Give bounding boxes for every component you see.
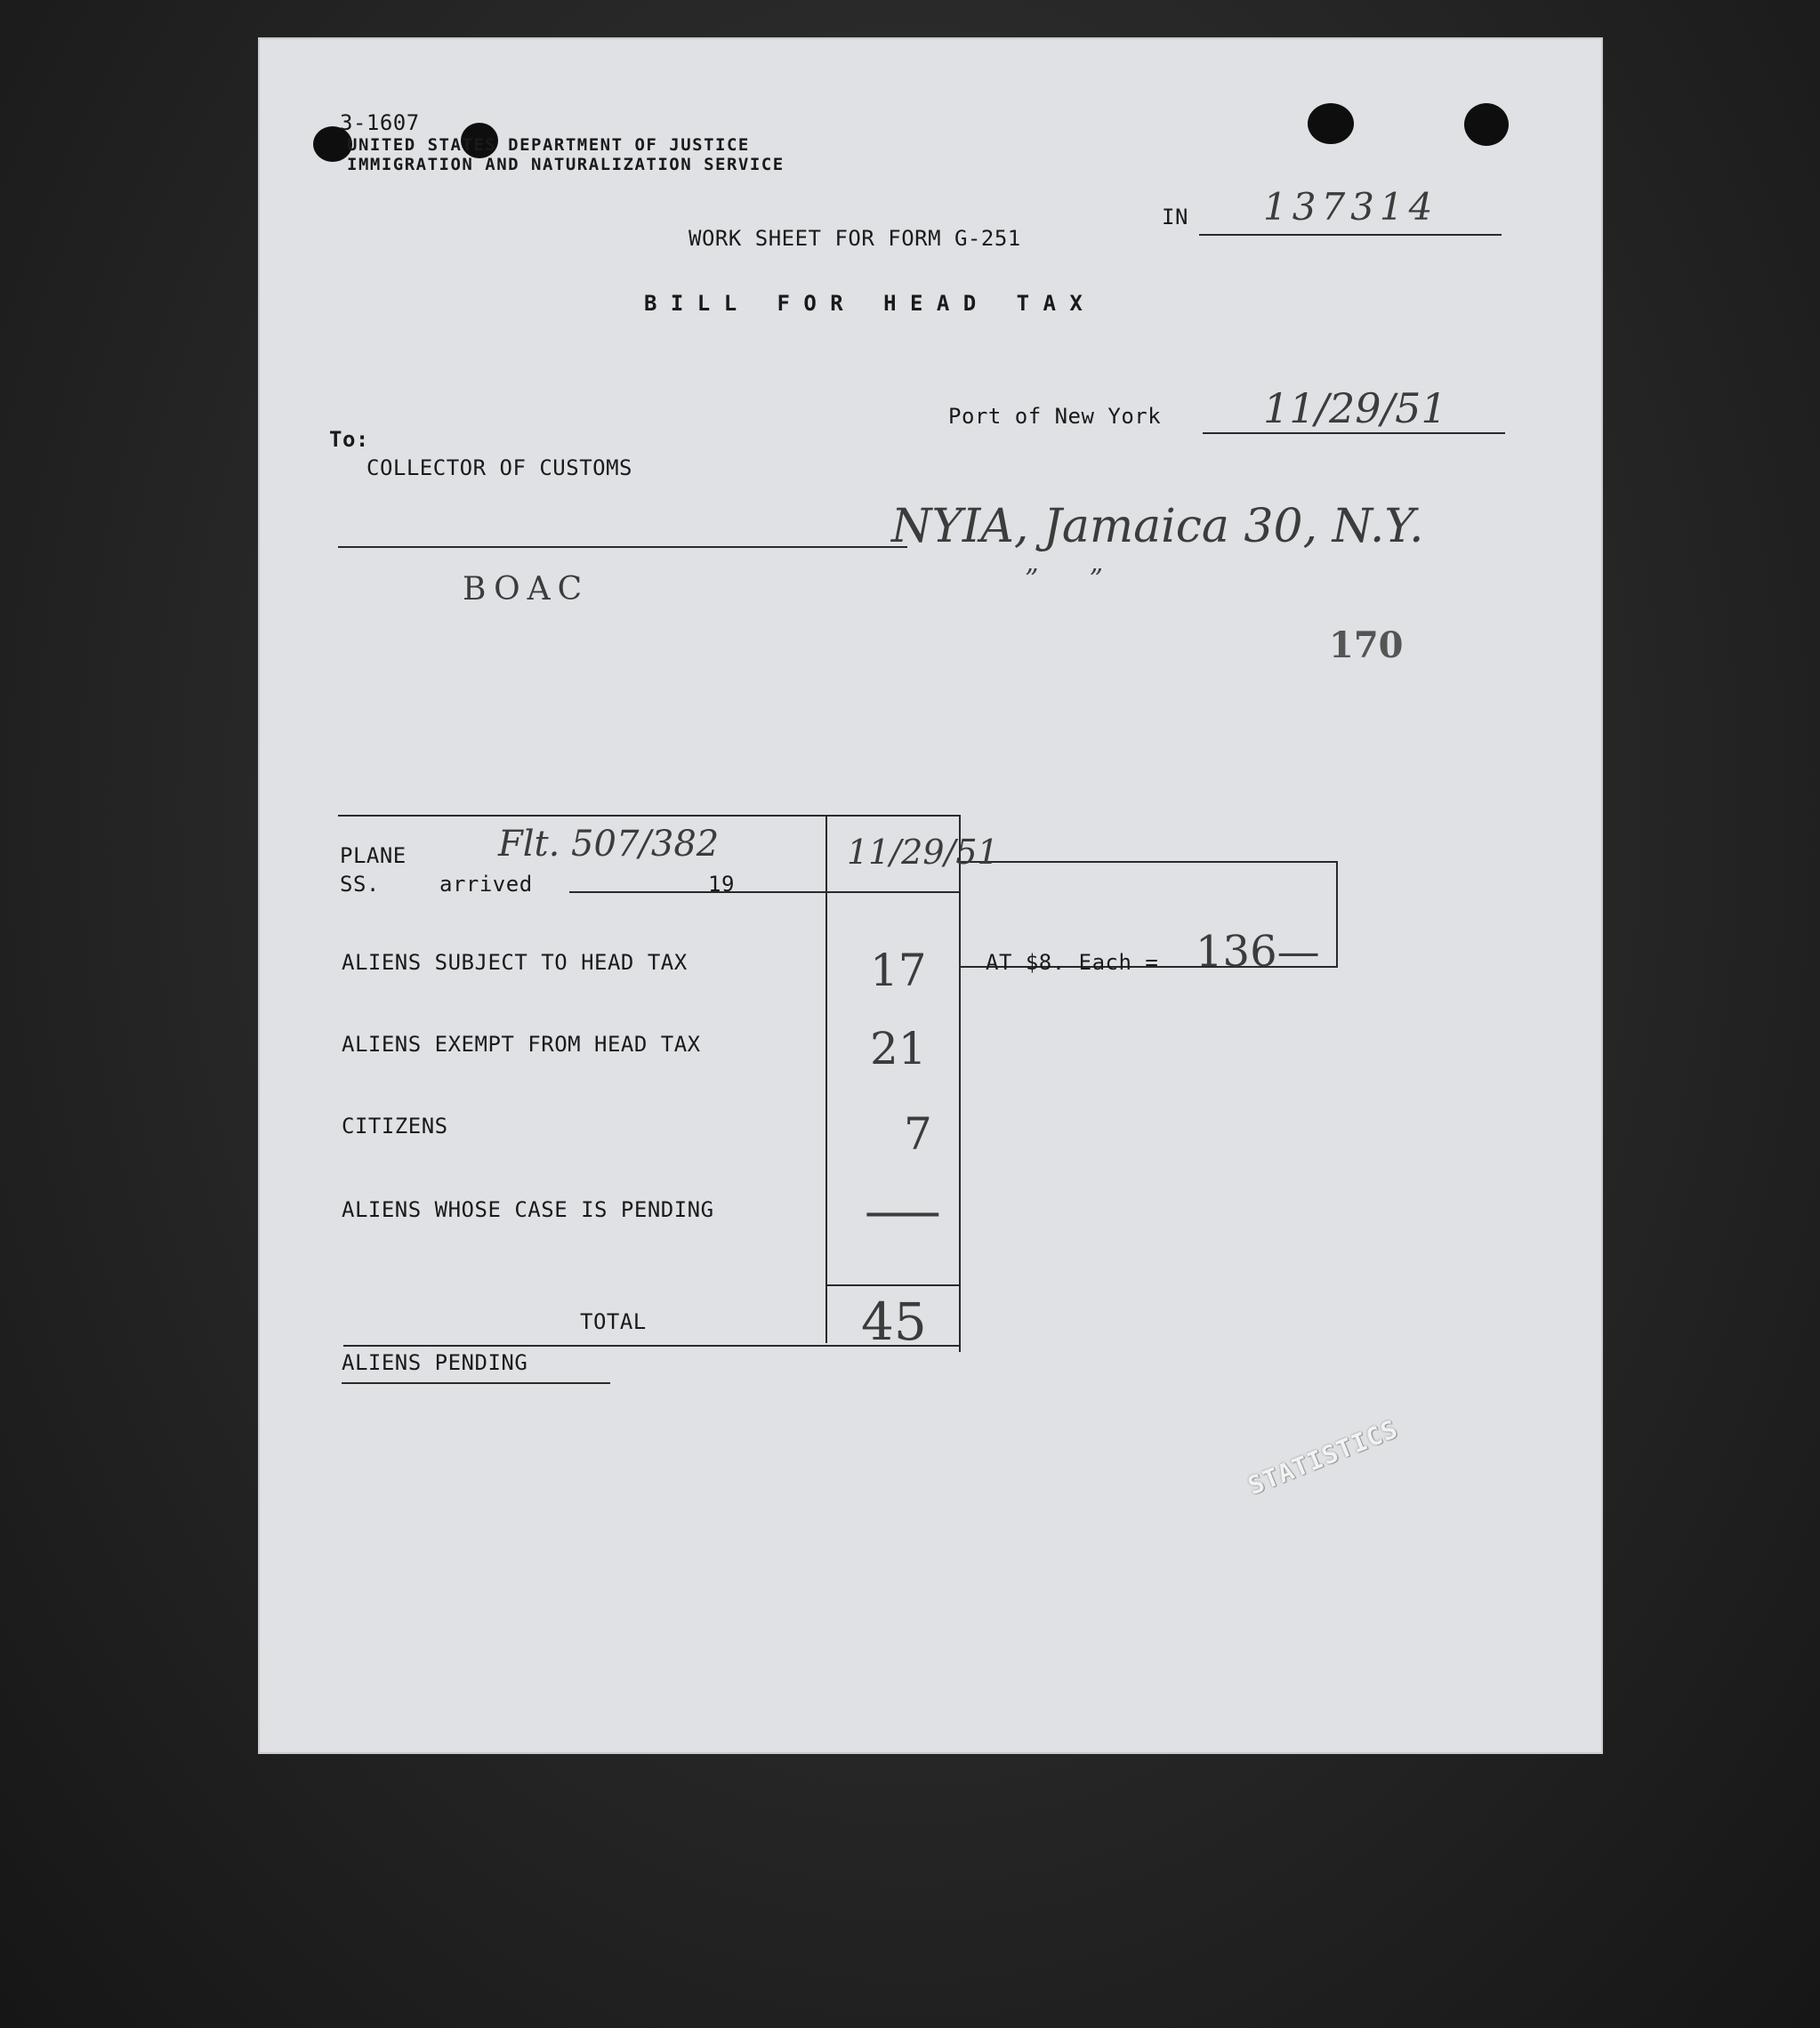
- rate-amount: 136—: [1196, 927, 1320, 977]
- date-cell-underline: [827, 891, 959, 893]
- to-label: To:: [329, 427, 369, 452]
- row-value-exempt: 21: [870, 1023, 927, 1074]
- total-value: 45: [861, 1292, 927, 1352]
- ditto-marks: ” ”: [1025, 564, 1103, 595]
- port-label: Port of New York: [948, 404, 1162, 429]
- aliens-pending-label: ALIENS PENDING: [342, 1350, 528, 1375]
- table-divider-right: [959, 815, 961, 1352]
- form-number: 3-1607: [340, 110, 420, 135]
- in-number-underline: [1199, 234, 1502, 236]
- row-label-pending: ALIENS WHOSE CASE IS PENDING: [342, 1197, 714, 1222]
- row-value-pending: —: [863, 1183, 943, 1241]
- carrier-handwritten: BOAC: [463, 571, 590, 608]
- bill-title: B I L L F O R H E A D T A X: [644, 291, 1083, 316]
- total-label: TOTAL: [580, 1309, 647, 1334]
- rate-label: AT $8. Each =: [986, 950, 1159, 975]
- in-number: 137314: [1263, 185, 1438, 229]
- worksheet-title: WORK SHEET FOR FORM G-251: [689, 226, 1021, 251]
- port-date-underline: [1203, 432, 1505, 434]
- punch-hole-right-2: [1464, 103, 1509, 146]
- table-top-rule: [338, 815, 961, 817]
- row-value-subject: 17: [870, 945, 927, 996]
- rate-box-top: [961, 861, 1338, 863]
- agency-line-2: IMMIGRATION AND NATURALIZATION SERVICE: [347, 155, 785, 174]
- port-date: 11/29/51: [1263, 384, 1447, 432]
- location-handwritten: NYIA, Jamaica 30, N.Y.: [891, 500, 1424, 553]
- row-label-citizens: CITIZENS: [342, 1114, 448, 1139]
- statistics-stamp: STATISTICS: [1244, 1413, 1403, 1501]
- row-value-citizens: 7: [904, 1108, 932, 1160]
- row-label-exempt: ALIENS EXEMPT FROM HEAD TAX: [342, 1032, 701, 1057]
- address-underline: [338, 546, 907, 548]
- stamp-number: 170: [1329, 624, 1404, 666]
- punch-hole-right: [1308, 103, 1354, 144]
- total-top-rule: [827, 1284, 961, 1286]
- in-label: IN: [1162, 205, 1188, 229]
- year-prefix: 19: [708, 872, 735, 897]
- collector-line: COLLECTOR OF CUSTOMS: [366, 455, 632, 480]
- plane-label: PLANE: [340, 843, 407, 868]
- rate-box-right: [1336, 861, 1338, 968]
- ss-label: SS.: [340, 872, 380, 897]
- arrived-underline: [569, 891, 825, 893]
- row-label-subject: ALIENS SUBJECT TO HEAD TAX: [342, 950, 688, 975]
- arrived-label: arrived: [439, 872, 533, 897]
- aliens-pending-underline: [342, 1382, 610, 1384]
- flight-handwritten: Flt. 507/382: [498, 824, 720, 865]
- arrival-date-handwritten: 11/29/51: [847, 833, 999, 872]
- agency-line-1: UNITED STATES DEPARTMENT OF JUSTICE: [347, 135, 750, 155]
- table-divider-left: [825, 815, 827, 1343]
- document-page: [258, 37, 1603, 1754]
